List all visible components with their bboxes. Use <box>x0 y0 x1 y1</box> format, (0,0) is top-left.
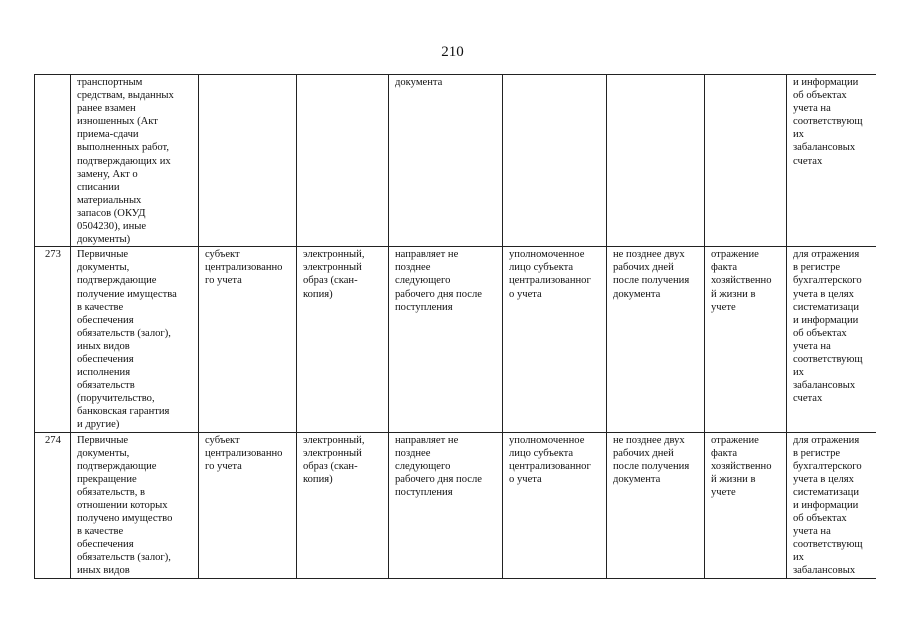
page-number: 210 <box>441 44 464 60</box>
table-row <box>35 75 877 247</box>
table-row <box>35 247 877 432</box>
recipient-cell: уполномоченное лицо субъекта централизованног о учета <box>503 432 607 578</box>
document-table <box>34 74 876 579</box>
recipient-cell: уполномоченное лицо субъекта централизованног о учета <box>503 247 607 432</box>
recipient-cell <box>503 75 607 247</box>
format-cell: электронный, электронный образ (скан- копия) <box>297 432 389 578</box>
source-cell: субъект централизованно го учета <box>199 247 297 432</box>
document-table-wrapper <box>34 74 876 594</box>
document-name-cell: Первичные документы, подтверждающие получение имущества в качестве обеспечения обязательств (залог), иных видов обеспечения исполнения обязательств (поручительство, банковская гарантия и другие) <box>71 247 199 432</box>
row-number-cell: 274 <box>35 432 71 578</box>
source-cell: субъект централизованно го учета <box>199 432 297 578</box>
format-cell <box>297 75 389 247</box>
processing-deadline-cell <box>607 75 705 247</box>
action-cell: отражение факта хозяйственно й жизни в учете <box>705 432 787 578</box>
processing-deadline-cell: не позднее двух рабочих дней после получения документа <box>607 432 705 578</box>
purpose-cell: для отражения в регистре бухгалтерского учета в целях систематизаци и информации об объектах учета на соответствующ их забалансовых счетах <box>787 247 877 432</box>
action-cell <box>705 75 787 247</box>
deadline-cell: направляет не позднее следующего рабочего дня после поступления <box>389 432 503 578</box>
purpose-cell: для отражения в регистре бухгалтерского учета в целях систематизаци и информации об объектах учета на соответствующ их забалансовых <box>787 432 877 578</box>
document-name-cell: транспортным средствам, выданных ранее взамен изношенных (Акт приема-сдачи выполненных работ, подтверждающих их замену, Акт о списании материальных запасов (ОКУД 0504230), иные документы) <box>71 75 199 247</box>
deadline-cell: документа <box>389 75 503 247</box>
purpose-cell: и информации об объектах учета на соответствующ их забалансовых счетах <box>787 75 877 247</box>
document-name-cell: Первичные документы, подтверждающие прекращение обязательств, в отношении которых получено имущество в качестве обеспечения обязательств (залог), иных видов <box>71 432 199 578</box>
action-cell: отражение факта хозяйственно й жизни в учете <box>705 247 787 432</box>
processing-deadline-cell: не позднее двух рабочих дней после получения документа <box>607 247 705 432</box>
source-cell <box>199 75 297 247</box>
row-number-cell <box>35 75 71 247</box>
table-row <box>35 432 877 578</box>
format-cell: электронный, электронный образ (скан- копия) <box>297 247 389 432</box>
deadline-cell: направляет не позднее следующего рабочего дня после поступления <box>389 247 503 432</box>
row-number-cell: 273 <box>35 247 71 432</box>
